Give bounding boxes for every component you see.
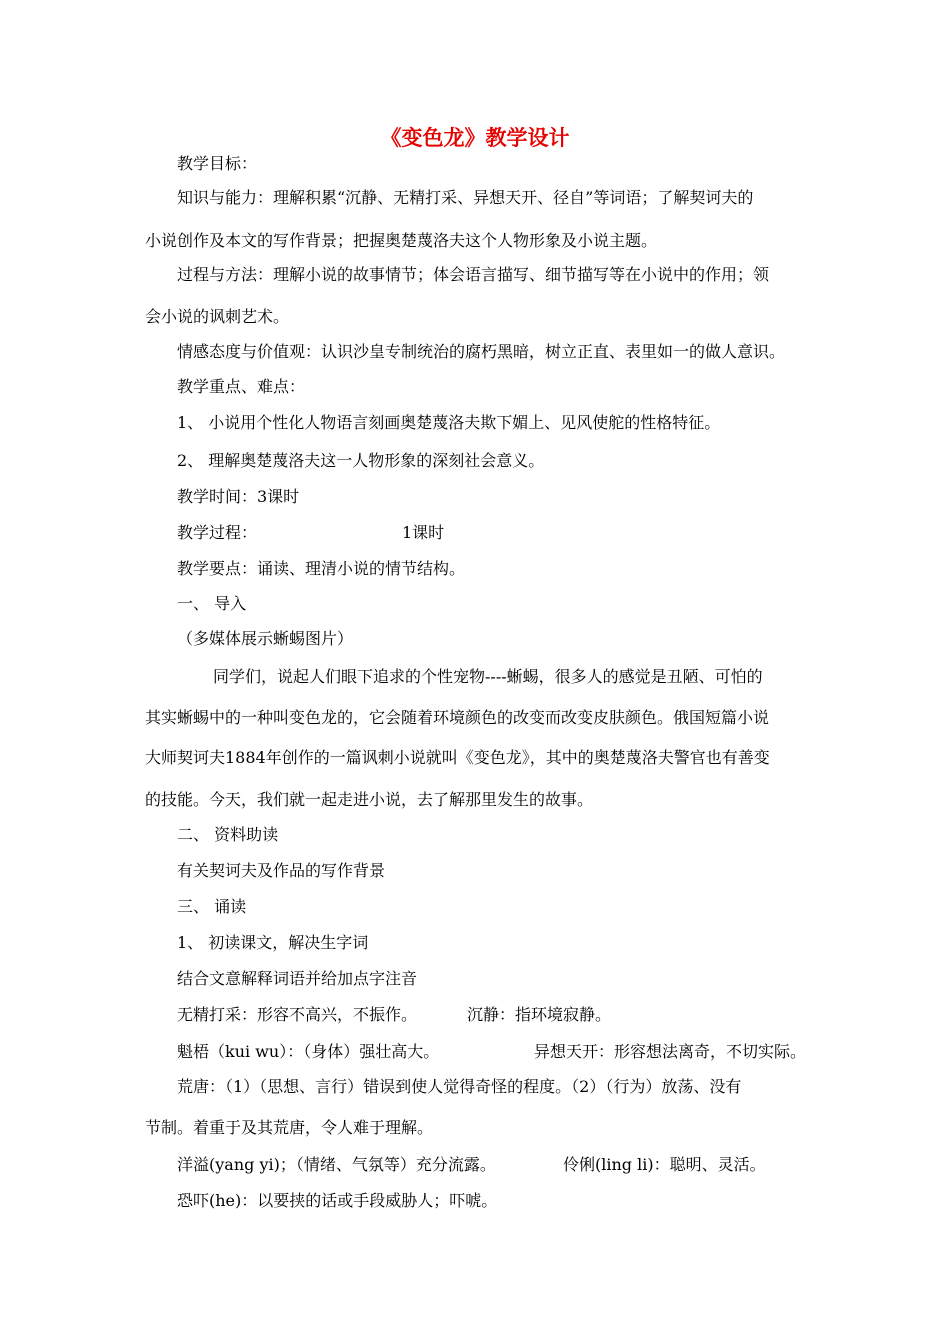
- list-item: 1、 初读课文，解决生字词: [177, 933, 369, 952]
- document-title: 《变色龙》教学设计: [380, 126, 570, 150]
- vocab-item: 沉静：指环境寂静。: [467, 1005, 612, 1024]
- paragraph-line: （多媒体展示蜥蜴图片）: [177, 629, 354, 648]
- section-heading: 三、 诵读: [177, 897, 247, 916]
- teaching-focus: 教学要点：诵读、理清小说的情节结构。: [177, 559, 466, 578]
- section-heading: 一、 导入: [177, 594, 247, 613]
- paragraph-line: 情感态度与价值观：认识沙皇专制统治的腐朽黑暗，树立正直、表里如一的做人意识。: [177, 342, 786, 361]
- paragraph-line: 其实蜥蜴中的一种叫变色龙的，它会随着环境颜色的改变而改变皮肤颜色。俄国短篇小说: [145, 708, 770, 727]
- list-item: 1、 小说用个性化人物语言刻画奥楚蔑洛夫欺下媚上、见风使舵的性格特征。: [177, 413, 721, 432]
- paragraph-line: 同学们，说起人们眼下追求的个性宠物----蜥蜴，很多人的感觉是丑陋、可怕的: [213, 667, 763, 686]
- heading-objectives: 教学目标：: [177, 154, 258, 173]
- heading-key-points: 教学重点、难点：: [177, 377, 306, 396]
- vocab-item: 洋溢(yang yi)；（情绪、气氛等）充分流露。: [177, 1155, 496, 1174]
- lesson-count: 1课时: [402, 523, 445, 542]
- vocab-item: 恐吓(he)：以要挟的话或手段威胁人；吓唬。: [177, 1191, 498, 1210]
- paragraph-line: 会小说的讽刺艺术。: [145, 307, 290, 326]
- paragraph-line: 结合文意解释词语并给加点字注音: [177, 969, 418, 988]
- paragraph-line: 大师契诃夫1884年创作的一篇讽刺小说就叫《变色龙》，其中的奥楚蔑洛夫警官也有善变: [145, 748, 770, 767]
- paragraph-line: 的技能。今天，我们就一起走进小说，去了解那里发生的故事。: [145, 790, 594, 809]
- paragraph-line: 小说创作及本文的写作背景；把握奥楚蔑洛夫这个人物形象及小说主题。: [145, 231, 658, 250]
- vocab-item: 荒唐：（1）（思想、言行）错误到使人觉得奇怪的程度。（2）（行为）放荡、没有: [177, 1077, 742, 1096]
- teaching-time: 教学时间：3课时: [177, 487, 300, 506]
- vocab-item: 节制。着重于及其荒唐，令人难于理解。: [145, 1118, 434, 1137]
- vocab-item: 异想天开：形容想法离奇，不切实际。: [534, 1042, 807, 1061]
- paragraph-line: 知识与能力：理解积累“沉静、无精打采、异想天开、径自”等词语；了解契诃夫的: [177, 188, 754, 207]
- vocab-item: 无精打采：形容不高兴，不振作。: [177, 1005, 418, 1024]
- teaching-process-label: 教学过程：: [177, 523, 258, 542]
- paragraph-line: 有关契诃夫及作品的写作背景: [177, 861, 386, 880]
- section-heading: 二、 资料助读: [177, 825, 279, 844]
- vocab-item: 魁梧（kui wu）：（身体）强壮高大。: [177, 1042, 440, 1061]
- list-item: 2、 理解奥楚蔑洛夫这一人物形象的深刻社会意义。: [177, 451, 545, 470]
- paragraph-line: 过程与方法：理解小说的故事情节；体会语言描写、细节描写等在小说中的作用；领: [177, 265, 770, 284]
- vocab-item: 伶俐(ling li)：聪明、灵活。: [563, 1155, 766, 1174]
